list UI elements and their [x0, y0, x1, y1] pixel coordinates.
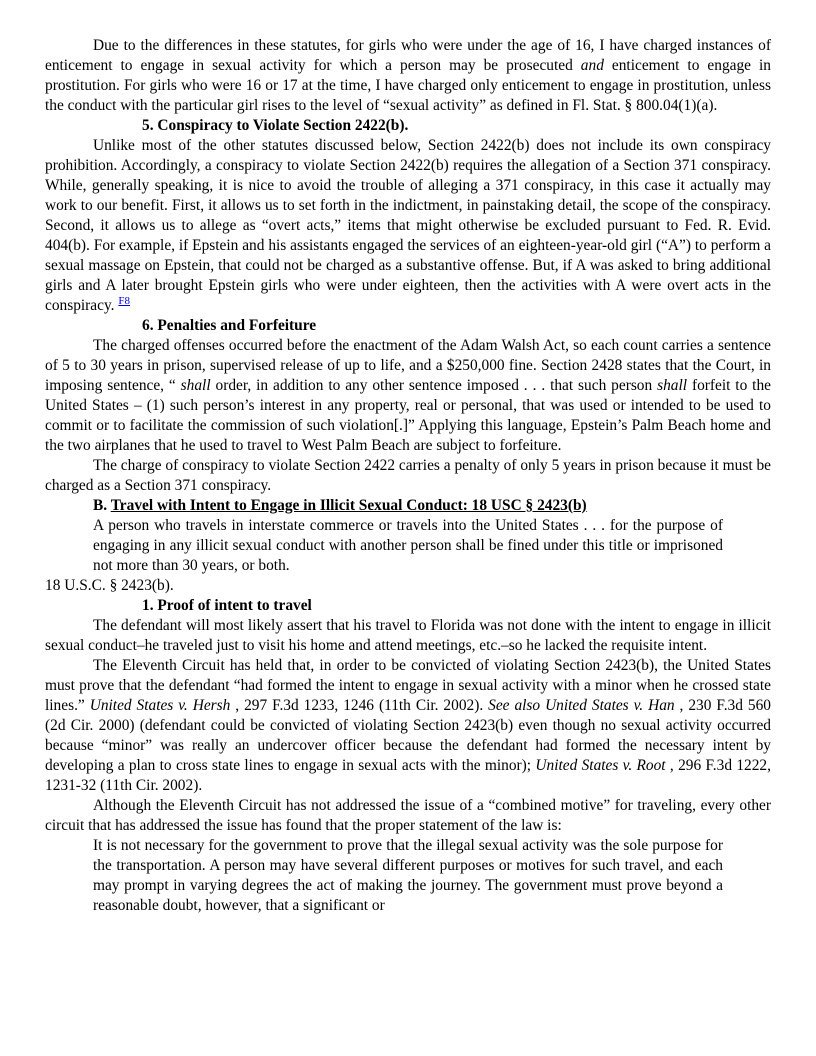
case-han: United States v. Han [545, 697, 675, 714]
case-hersh: United States v. Hersh [89, 697, 231, 714]
statute-citation: 18 U.S.C. § 2423(b). [45, 577, 174, 594]
heading-penalties: 6. Penalties and Forfeiture [142, 317, 317, 334]
heading-conspiracy: 5. Conspiracy to Violate Section 2422(b). [142, 117, 409, 134]
footnote-link-f8[interactable]: F8 [118, 294, 130, 307]
document-page [45, 36, 771, 916]
paragraph-conspiracy: Unlike most of the other statutes discussed below, Section 2422(b) does not include its own conspiracy prohibition. Accordingly, a conspiracy to violate Section 2422(b) requires the allegation of a Section 371 conspiracy. While, generally speaking, it is nice to avoid the trouble of alleging a 371 conspiracy, in this case it actually may work to our benefit. First, it allows us to set forth in the indictment, in painstaking detail, the scope of the conspiracy. Second, it allows us to allege as “overt acts,” items that might otherwise be excluded pursuant to Fed. R. Evid. 404(b). For example, if Epstein and his assistants engaged the services of an eighteen-year-old girl (“A”) to perform a sexual massage on Epstein, that could not be charged as a substantive offense. But, if A was asked to bring additional girls and A later brought Epstein girls who were under eighteen, then the activities with A were overt acts in the conspiracy. $^{F8}$ [45, 137, 771, 314]
paragraph-penalties: The charged offenses occurred before the enactment of the Adam Walsh Act, so each count carries a sentence of 5 to 30 years in prison, supervised release of up to life, and a $250,000 fine. Section 2428 states that the Court, in imposing sentence, “ shall order, in addition to any other sentence imposed . . . that such person shall forfeit to the United States – (1) such person’s interest in any property, real or personal, that was used or intended to be used to commit or to facilitate the commission of such violation[.]” Applying this language, Epstein’s Palm Beach home and the two airplanes that he used to travel to West Palm Beach are subject to forfeiture. [45, 337, 771, 454]
paragraph-conspiracy-penalty: The charge of conspiracy to violate Section 2422 carries a penalty of only 5 years in prison because it must be charged as a Section 371 conspiracy. [45, 457, 771, 494]
heading-proof-of-intent: 1. Proof of intent to travel [142, 597, 312, 614]
heading-section-b: B. Travel with Intent to Engage in Illicit Sexual Conduct: 18 USC § 2423(b) [93, 497, 587, 514]
jury-instruction-quote: It is not necessary for the government to prove that the illegal sexual activity was the sole purpose for the transportation. A person may have several different purposes or motives for such travel, and each may prompt in varying degrees the act of making the journey. The government must prove beyond a reasonable doubt, however, that a significant or [93, 837, 723, 914]
case-root: United States v. Root [535, 757, 666, 774]
paragraph-statute-differences: Due to the differences in these statutes, for girls who were under the age of 16, I have charged instances of enticement to engage in sexual activity for which a person may be prosecuted and enticement to engage in prostitution. For girls who were 16 or 17 at the time, I have charged only enticement to engage in prostitution, unless the conduct with the particular girl rises to the level of “sexual activity” as defined in Fl. Stat. § 800.04(1)(a). [45, 37, 771, 114]
paragraph-defendant-assertion: The defendant will most likely assert that his travel to Florida was not done with the intent to engage in illicit sexual conduct–he traveled just to visit his home and attend meetings, etc.–so he lacked the requisite intent. [45, 617, 771, 654]
paragraph-combined-motive: Although the Eleventh Circuit has not addressed the issue of a “combined motive” for traveling, every other circuit that has addressed the issue has found that the proper statement of the law is: [45, 797, 771, 834]
statute-quote: A person who travels in interstate commerce or travels into the United States . . . for the purpose of engaging in any illicit sexual conduct with another person shall be fined under this title or imprisoned not more than 30 years, or both. [93, 517, 723, 574]
paragraph-eleventh-circuit: The Eleventh Circuit has held that, in order to be convicted of violating Section 2423(b), the United States must prove that the defendant “had formed the intent to engage in sexual activity with a minor when he crossed state lines.” United States v. Hersh , 297 F.3d 1233, 1246 (11th Cir. 2002). See also United States v. Han , 230 F.3d 560 (2d Cir. 2000) (defendant could be convicted of violating Section 2423(b) even though no sexual activity occurred because “minor” was really an undercover officer because the defendant had formed the necessary intent by developing a plan to cross state lines to engage in sexual acts with the minor); United States v. Root , 296 F.3d 1222, 1231-32 (11th Cir. 2002). [45, 657, 771, 794]
